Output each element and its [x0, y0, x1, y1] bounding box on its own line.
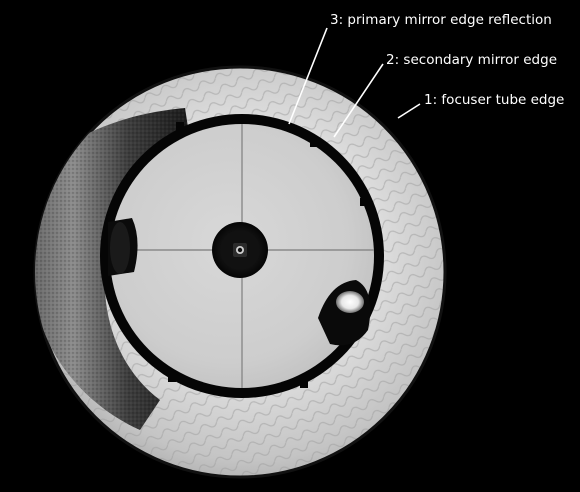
holder-reflection-left	[108, 218, 138, 276]
center-reflection	[212, 222, 268, 278]
annotation-label-3: 3: primary mirror edge reflection	[330, 12, 552, 28]
annotation-label-2: 2: secondary mirror edge	[386, 52, 557, 68]
annotation-label-1: 1: focuser tube edge	[424, 92, 565, 108]
